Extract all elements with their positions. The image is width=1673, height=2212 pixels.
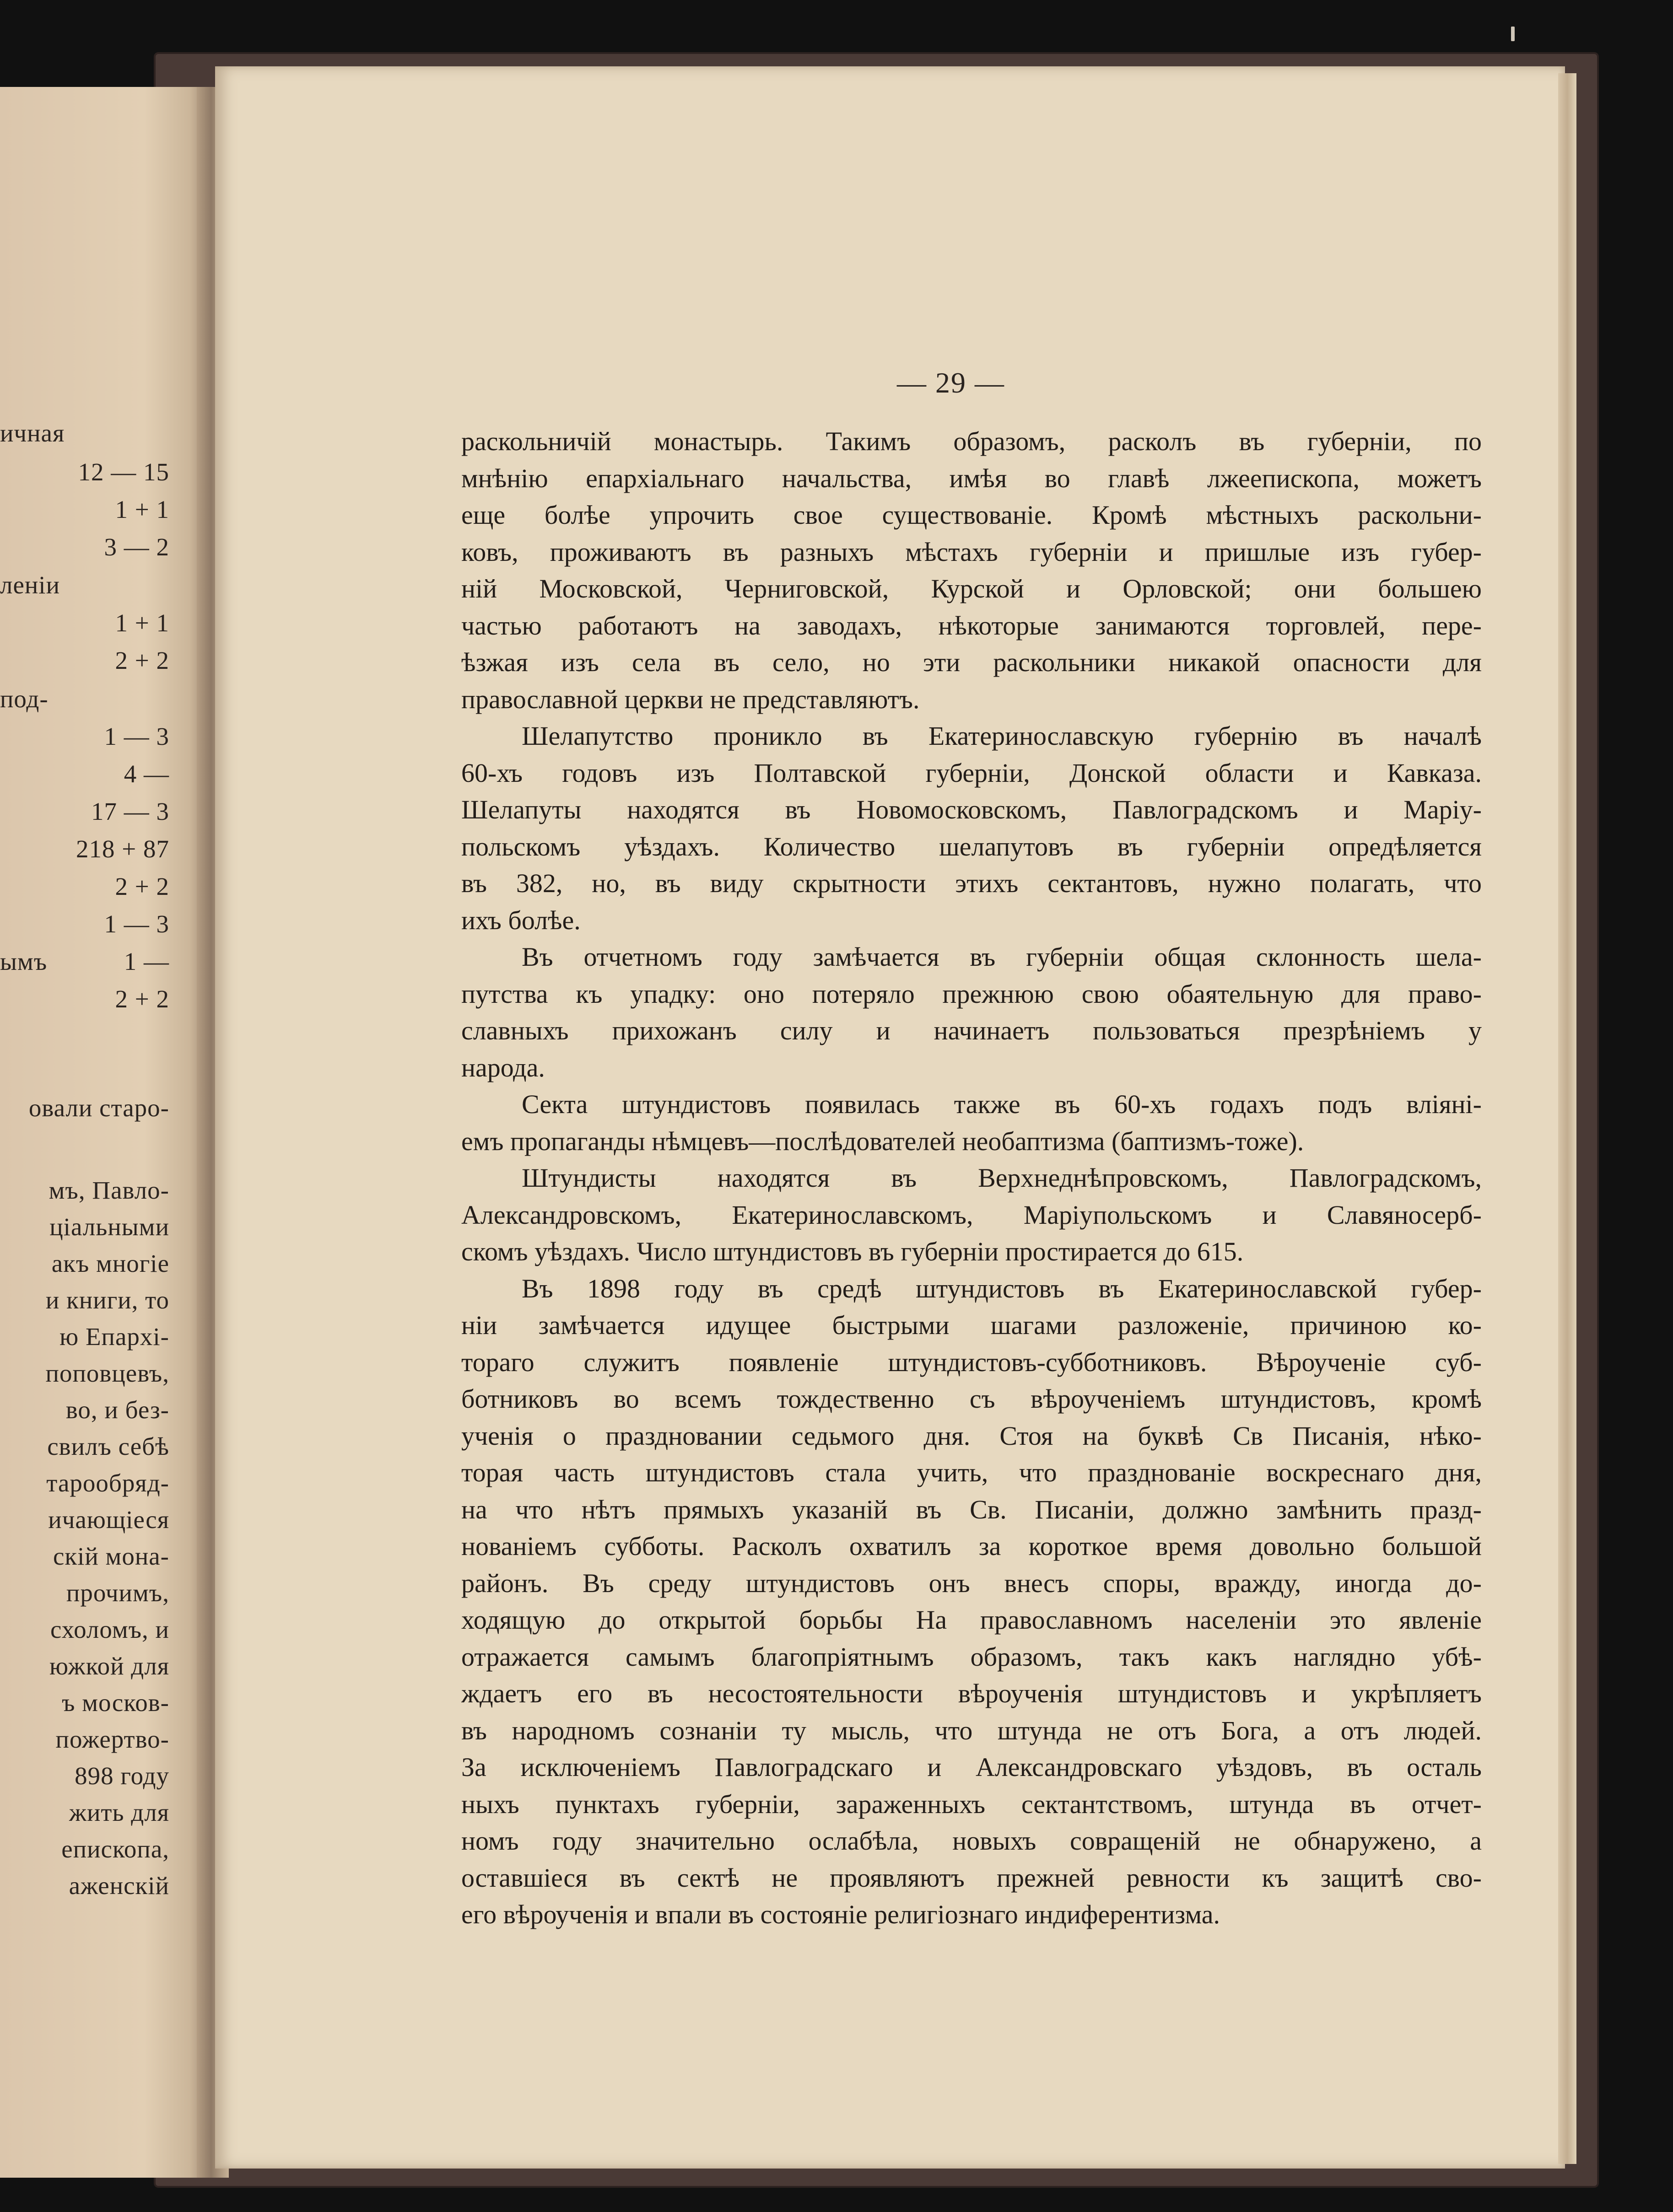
text-line: народа. xyxy=(461,1052,545,1082)
scan-mark xyxy=(1511,27,1515,41)
text-line: тораго служитъ появленіе штундистовъ-субботниковъ. Вѣроученіе суб- xyxy=(461,1347,1482,1377)
left-page-text-fragment: акъ многіе xyxy=(51,1249,169,1277)
left-page-number-fragment: 218 + 87 xyxy=(76,835,169,863)
text-line: Секта штундистовъ появилась также въ 60-хъ годахъ подъ вліяні- xyxy=(522,1089,1482,1119)
left-page-number-fragment: 1 — 3 xyxy=(104,910,169,938)
left-page-number-fragment: 1 — xyxy=(124,947,169,975)
text-line: скомъ уѣздахъ. Число штундистовъ въ губерніи простирается до 615. xyxy=(461,1237,1244,1266)
text-line: торая часть штундистовъ стала учить, что празднованіе воскреснаго дня, xyxy=(461,1458,1482,1487)
text-line: отражается самымъ благопріятнымъ образомъ, такъ какъ наглядно убѣ- xyxy=(461,1642,1482,1672)
left-page-number-fragment: 12 — 15 xyxy=(78,458,169,486)
left-page-text-fragment: мъ, Павло- xyxy=(49,1176,169,1204)
text-line: Въ отчетномъ году замѣчается въ губерніи общая склонность шела- xyxy=(522,942,1482,972)
page-edge xyxy=(1558,73,1576,2164)
left-page xyxy=(0,87,206,2178)
paragraph xyxy=(461,1086,1482,1160)
text-line: оставшіеся въ сектѣ не проявляютъ прежней ревности къ защитѣ сво- xyxy=(461,1862,1482,1893)
text-line: ній Московской, Черниговской, Курской и Орловской; они большею xyxy=(461,574,1482,603)
left-page-text-fragment: жить для xyxy=(69,1798,169,1826)
paragraph xyxy=(461,939,1482,1086)
left-page-text-fragment: свилъ себѣ xyxy=(47,1432,169,1460)
text-line: польскомъ уѣздахъ. Количество шелапутовъ въ губерніи опредѣляется xyxy=(461,831,1482,861)
paragraph xyxy=(461,423,1482,718)
text-line: емъ пропаганды нѣмцевъ—послѣдователей необаптизма (баптизмъ-тоже). xyxy=(461,1126,1304,1156)
text-line: ковъ, проживаютъ въ разныхъ мѣстахъ губерніи и пришлые изъ губер- xyxy=(461,537,1482,567)
left-page-number-fragment: 1 — 3 xyxy=(104,722,169,750)
text-line: Въ 1898 году въ средѣ штундистовъ въ Екатеринославской губер- xyxy=(522,1273,1482,1303)
text-line: 60-хъ годовъ изъ Полтавской губерніи, Донской области и Кавказа. xyxy=(461,758,1482,788)
left-page-text-fragment: ымъ xyxy=(0,947,48,975)
left-page-number-fragment: 2 + 2 xyxy=(115,985,169,1013)
left-page-text-fragment: овали старо- xyxy=(28,1094,169,1122)
left-page-number-fragment: 1 + 1 xyxy=(115,495,169,523)
text-line: ихъ болѣе. xyxy=(461,905,581,935)
left-page-number-fragment: 2 + 2 xyxy=(115,646,169,674)
text-line: въ народномъ сознаніи ту мысль, что штунда не отъ Бога, а отъ людей. xyxy=(461,1715,1482,1745)
text-line: номъ году значительно ослабѣла, новыхъ совращеній не обнаружено, а xyxy=(461,1826,1482,1856)
text-line: путства къ упадку: оно потеряло прежнюю свою обаятельную для право- xyxy=(461,979,1482,1009)
text-line: еще болѣе упрочить свое существованіе. Кромѣ мѣстныхъ раскольни- xyxy=(461,500,1482,530)
text-line: Штундисты находятся въ Верхнеднѣпровскомъ, Павлоградскомъ, xyxy=(522,1163,1482,1193)
text-line: его вѣроученія и впали въ состояніе религіознаго индиферентизма. xyxy=(461,1900,1220,1929)
left-page-number-fragment: 4 — xyxy=(124,760,169,788)
text-line: ніи замѣчается идущее быстрыми шагами разложеніе, причиною ко- xyxy=(461,1310,1482,1340)
text-line: славныхъ прихожанъ силу и начинаетъ пользоваться презрѣніемъ у xyxy=(461,1016,1482,1045)
left-page-text-fragment: ъ москов- xyxy=(62,1689,169,1717)
text-line: раскольничій монастырь. Такимъ образомъ, расколъ въ губерніи, по xyxy=(461,426,1482,456)
left-page-text-fragment: ичающіеся xyxy=(48,1506,169,1534)
left-page-text-fragment: 898 году xyxy=(75,1762,169,1790)
left-page-text-fragment: ичная xyxy=(0,419,65,447)
left-page-text-fragment: во, и без- xyxy=(65,1396,169,1424)
left-page-text-fragment: поповцевъ, xyxy=(45,1359,169,1387)
left-page-number-fragment: 2 + 2 xyxy=(115,872,169,900)
left-page-text-fragment: аженскій xyxy=(69,1872,169,1900)
text-line: ученія о праздновании седьмого дня. Стоя на буквѣ Св Писанія, нѣко- xyxy=(461,1421,1482,1451)
left-page-number-fragment: 17 — 3 xyxy=(91,797,169,825)
text-line: ботниковъ во всемъ тождественно съ вѣроученіемъ штундистовъ, кромѣ xyxy=(461,1384,1482,1414)
left-page-text-fragment: леніи xyxy=(0,571,60,599)
text-line: въ 382, но, въ виду скрытности этихъ сектантовъ, нужно полагать, что xyxy=(461,868,1482,898)
paragraph xyxy=(461,718,1482,939)
paragraph xyxy=(461,1270,1482,1933)
page-body-text xyxy=(461,423,1482,1933)
text-line: нованіемъ субботы. Расколъ охватилъ за короткое время довольно большой xyxy=(461,1531,1482,1561)
left-page-text-fragment: схоломъ, и xyxy=(50,1615,169,1643)
text-line: ныхъ пунктахъ губерніи, зараженныхъ сектантствомъ, штунда въ отчет- xyxy=(461,1789,1482,1819)
left-page-text-fragment: ю Епархі- xyxy=(59,1323,169,1351)
text-line: Александровскомъ, Екатеринославскомъ, Маріупольскомъ и Славяносерб- xyxy=(461,1200,1482,1230)
text-line: ходящую до открытой борьбы На православномъ населеніи это явленіе xyxy=(461,1605,1482,1635)
text-line: районъ. Въ среду штундистовъ онъ внесъ споры, вражду, иногда до- xyxy=(461,1568,1482,1598)
left-page-text-fragment: тарообряд- xyxy=(46,1469,169,1497)
text-line: За исключеніемъ Павлоградскаго и Александровскаго уѣздовъ, въ осталь xyxy=(461,1752,1482,1782)
left-page-number-fragment: 3 — 2 xyxy=(104,533,169,561)
paragraph xyxy=(461,1160,1482,1270)
page-number: — 29 — xyxy=(897,366,1005,399)
left-page-text-fragment: под- xyxy=(0,685,49,713)
left-page-text-fragment: южкой для xyxy=(49,1652,169,1680)
text-line: частью работаютъ на заводахъ, нѣкоторые занимаются торговлей, пере- xyxy=(461,610,1482,640)
text-line: Шелапутство проникло въ Екатеринославскую губернію въ началѣ xyxy=(522,721,1482,751)
text-line: Шелапуты находятся въ Новомосковскомъ, Павлоградскомъ и Маріу- xyxy=(461,795,1482,824)
left-page-text-fragment: и книги, то xyxy=(45,1286,169,1314)
left-page-text-fragment: скій мона- xyxy=(53,1542,169,1570)
text-line: ждаетъ его въ несостоятельности вѣроученія штундистовъ и укрѣпляетъ xyxy=(461,1679,1482,1708)
left-page-text-fragment: прочимъ, xyxy=(66,1579,169,1607)
text-line: на что нѣтъ прямыхъ указаній въ Св. Писаніи, должно замѣнить празд- xyxy=(461,1494,1482,1524)
text-line: мнѣнію епархіальнаго начальства, имѣя во главѣ лжеепископа, можетъ xyxy=(461,463,1482,493)
text-line: православной церкви не представляютъ. xyxy=(461,684,920,714)
left-page-number-fragment: 1 + 1 xyxy=(115,609,169,637)
left-page-text-fragment: пожертво- xyxy=(55,1725,169,1753)
left-page-text-fragment: ціальными xyxy=(49,1213,169,1241)
text-line: ѣзжая изъ села въ село, но эти раскольники никакой опасности для xyxy=(461,647,1482,677)
left-page-text-fragment: епископа, xyxy=(61,1835,169,1863)
